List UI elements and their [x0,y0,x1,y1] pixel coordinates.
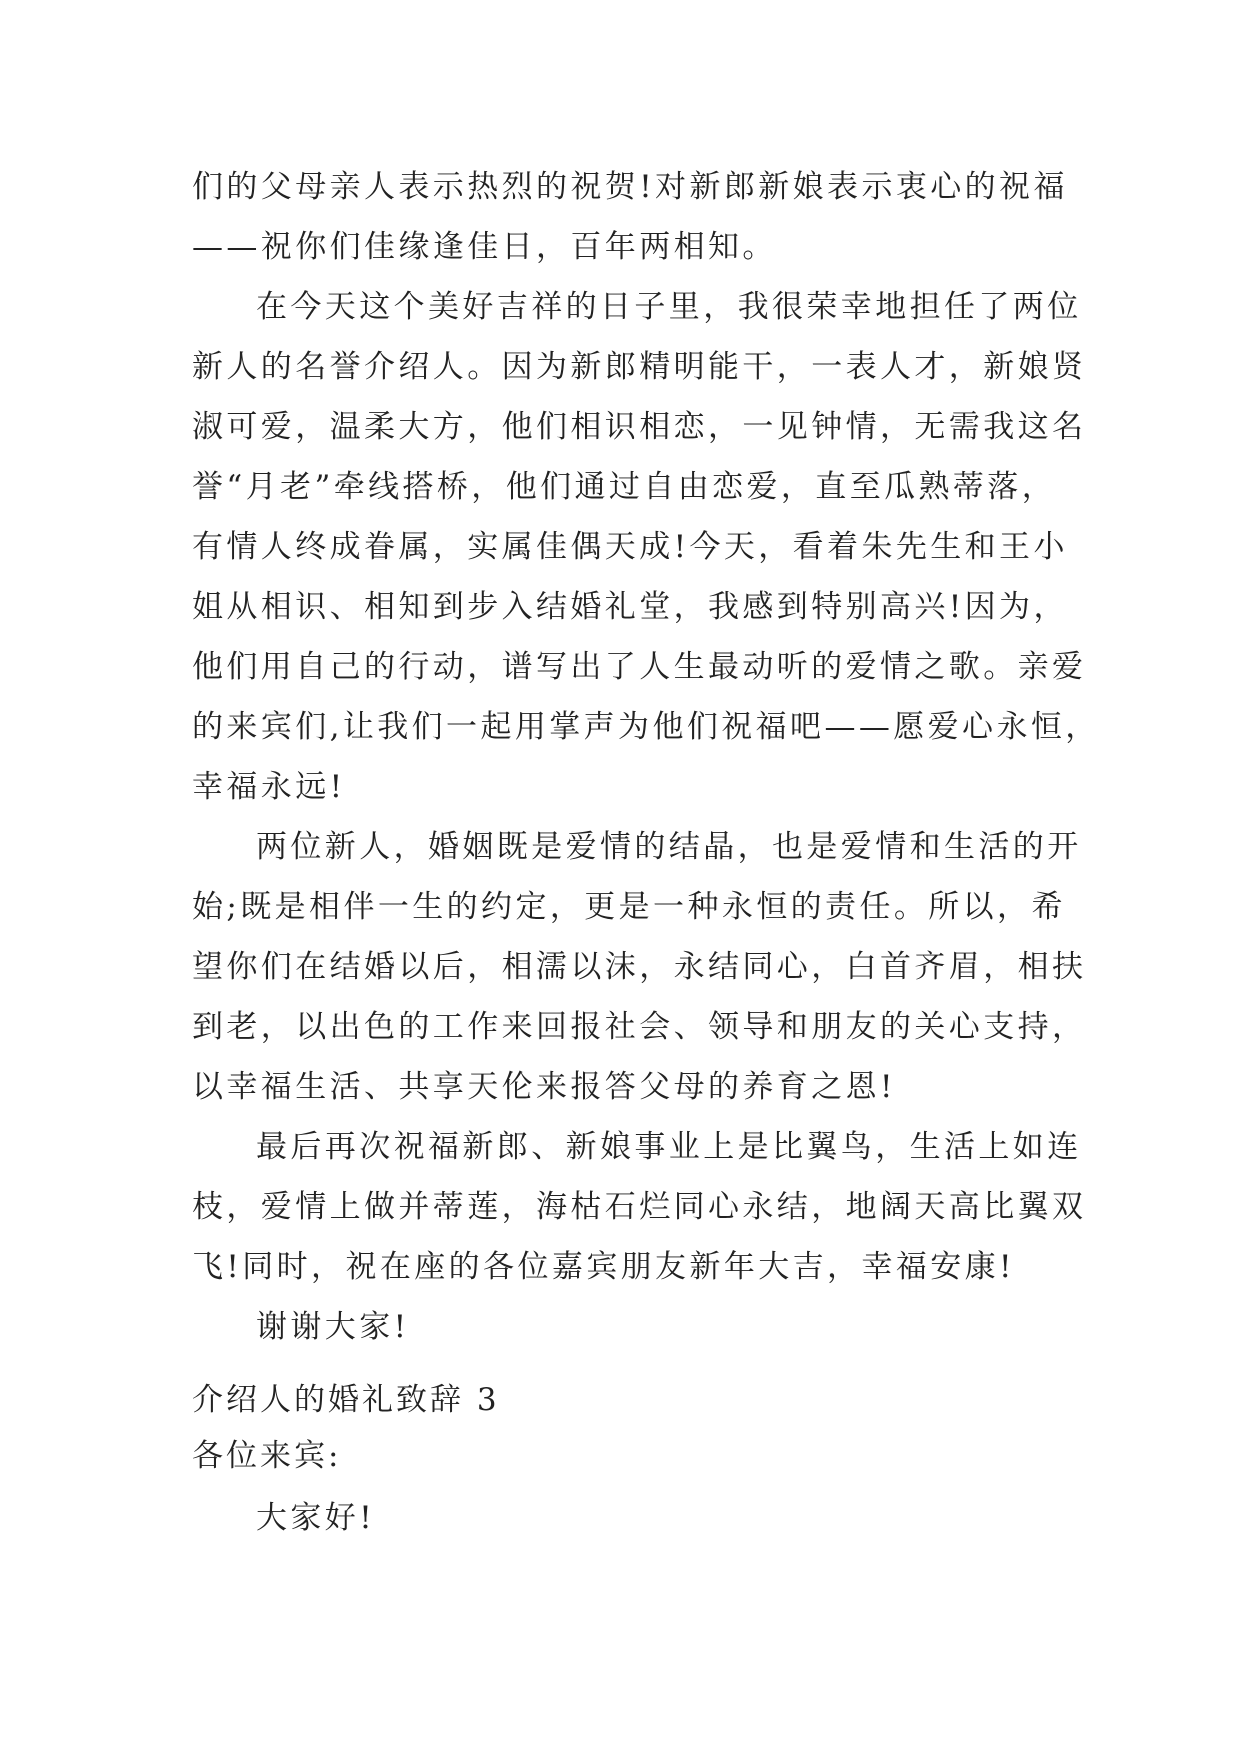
text-line: 淑可爱，温柔大方，他们相识相恋，一见钟情，无需我这名 [192,409,1087,445]
text-line: ——祝你们佳缘逢佳日，百年两相知。 [192,229,777,265]
text-line: 两位新人，婚姻既是爱情的结晶，也是爱情和生活的开 [256,829,1082,865]
text-line: 新人的名誉介绍人。因为新郎精明能干，一表人才，新娘贤 [192,349,1087,385]
text-line: 到老，以出色的工作来回报社会、领导和朋友的关心支持， [192,1009,1087,1045]
text-line: 他们用自己的行动，谱写出了人生最动听的爱情之歌。亲爱 [192,649,1087,685]
salutation: 各位来宾: [192,1438,342,1474]
text-line: 在今天这个美好吉祥的日子里，我很荣幸地担任了两位 [256,289,1082,325]
text-line: 最后再次祝福新郎、新娘事业上是比翼鸟，生活上如连 [256,1129,1082,1165]
body-text [192,157,1100,1357]
text-line: 的来宾们,让我们一起用掌声为他们祝福吧——愿爱心永恒， [192,709,1100,745]
text-line: 谢谢大家! [256,1309,410,1345]
text-line: 枝，爱情上做并蒂莲，海枯石烂同心永结，地阔天高比翼双 [192,1189,1087,1225]
text-line: 姐从相识、相知到步入结婚礼堂，我感到特别高兴!因为， [192,589,1068,625]
section-heading [192,1372,1072,1484]
paragraph [192,277,1100,817]
greeting: 大家好! [256,1500,376,1536]
text-line: 飞!同时，祝在座的各位嘉宾朋友新年大吉，幸福安康! [192,1249,1015,1285]
text-line: 有情人终成眷属，实属佳偶天成!今天，看着朱先生和王小 [192,529,1068,565]
text-line: 幸福永远! [192,769,346,805]
paragraph [192,157,1072,277]
paragraph [192,817,1087,1117]
paragraph [192,1297,1072,1357]
text-line: 誉“月老”牵线搭桥，他们通过自由恋爱，直至瓜熟蒂落， [192,469,1057,505]
paragraph [192,1117,1087,1297]
text-line: 始;既是相伴一生的约定，更是一种永恒的责任。所以，希 [192,889,1066,925]
text-line: 望你们在结婚以后，相濡以沫，永结同心，白首齐眉，相扶 [192,949,1087,985]
text-line: 们的父母亲人表示热烈的祝贺!对新郎新娘表示衷心的祝福 [192,169,1068,205]
section-title: 介绍人的婚礼致辞 3 [192,1382,500,1418]
text-line: 以幸福生活、共享天伦来报答父母的养育之恩! [192,1069,896,1105]
